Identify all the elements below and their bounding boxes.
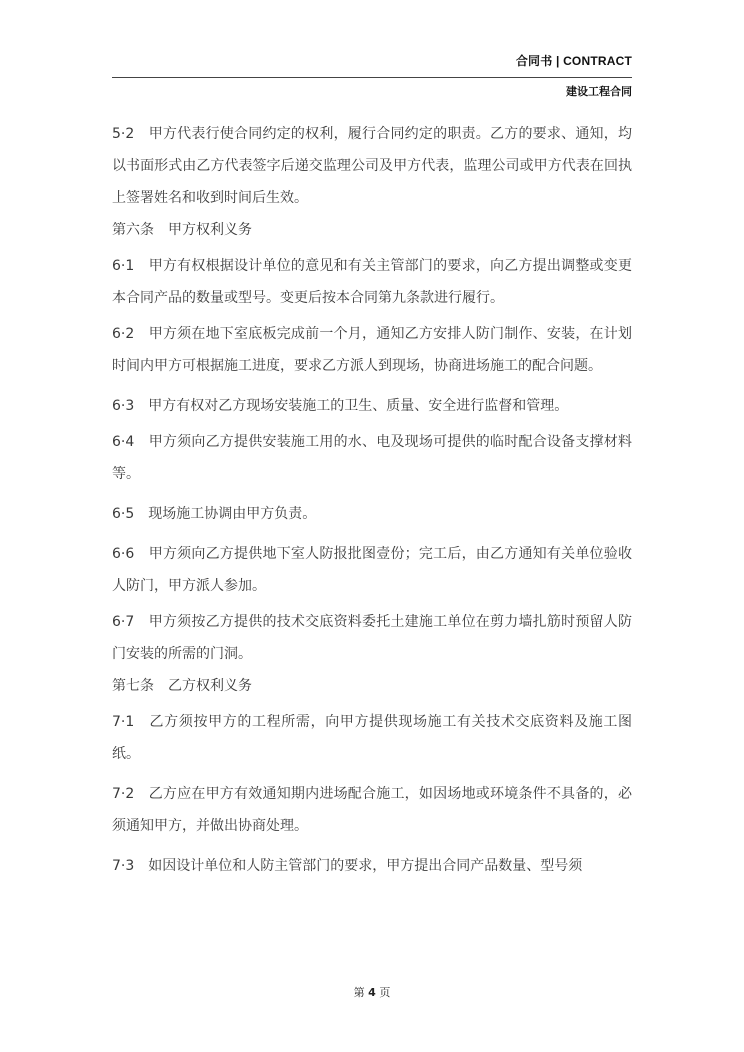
article-6-heading: 第六条 甲方权利义务: [112, 222, 252, 238]
clause-7-3: 7·3 如因设计单位和人防主管部门的要求，甲方提出合同产品数量、型号须: [112, 858, 583, 874]
header-subtitle: 建设工程合同: [566, 85, 632, 98]
footer-suffix: 页: [379, 986, 391, 999]
page-footer: [0, 984, 744, 1000]
clause-7-2: 7·2 乙方应在甲方有效通知期内进场配合施工，如因场地或环境条件不具备的，必须通知甲方，并做出协商处理。: [112, 786, 632, 834]
clause-5-2: 5·2 甲方代表行使合同约定的权利，履行合同约定的职责。乙方的要求、通知，均以书面形式由乙方代表签字后递交监理公司及甲方代表，监理公司或甲方代表在回执上签署姓名和收到时间后生效。: [112, 126, 632, 206]
document-body: [112, 118, 632, 882]
clause-6-5: 6·5 现场施工协调由甲方负责。: [112, 506, 317, 522]
clause-6-1: 6·1 甲方有权根据设计单位的意见和有关主管部门的要求，向乙方提出调整或变更本合同产品的数量或型号。变更后按本合同第九条款进行履行。: [112, 258, 632, 306]
clause-6-3: 6·3 甲方有权对乙方现场安装施工的卫生、质量、安全进行监督和管理。: [112, 398, 569, 414]
clause-7-1: 7·1 乙方须按甲方的工程所需，向甲方提供现场施工有关技术交底资料及施工图纸。: [112, 714, 632, 762]
clause-6-2: 6·2 甲方须在地下室底板完成前一个月，通知乙方安排人防门制作、安装，在计划时间内甲方可根据施工进度，要求乙方派人到现场，协商进场施工的配合问题。: [112, 326, 632, 374]
header-divider: [112, 77, 632, 78]
page-number: 4: [368, 986, 376, 999]
header-title: 合同书 | CONTRACT: [515, 54, 632, 68]
footer-prefix: 第: [353, 986, 365, 999]
clause-6-6: 6·6 甲方须向乙方提供地下室人防报批图壹份；完工后，由乙方通知有关单位验收人防门，甲方派人参加。: [112, 546, 632, 594]
article-7-heading: 第七条 乙方权利义务: [112, 678, 252, 694]
clause-6-4: 6·4 甲方须向乙方提供安装施工用的水、电及现场可提供的临时配合设备支撑材料等。: [112, 434, 632, 482]
clause-6-7: 6·7 甲方须按乙方提供的技术交底资料委托土建施工单位在剪力墙扎筋时预留人防门安装的所需的门洞。: [112, 614, 632, 662]
